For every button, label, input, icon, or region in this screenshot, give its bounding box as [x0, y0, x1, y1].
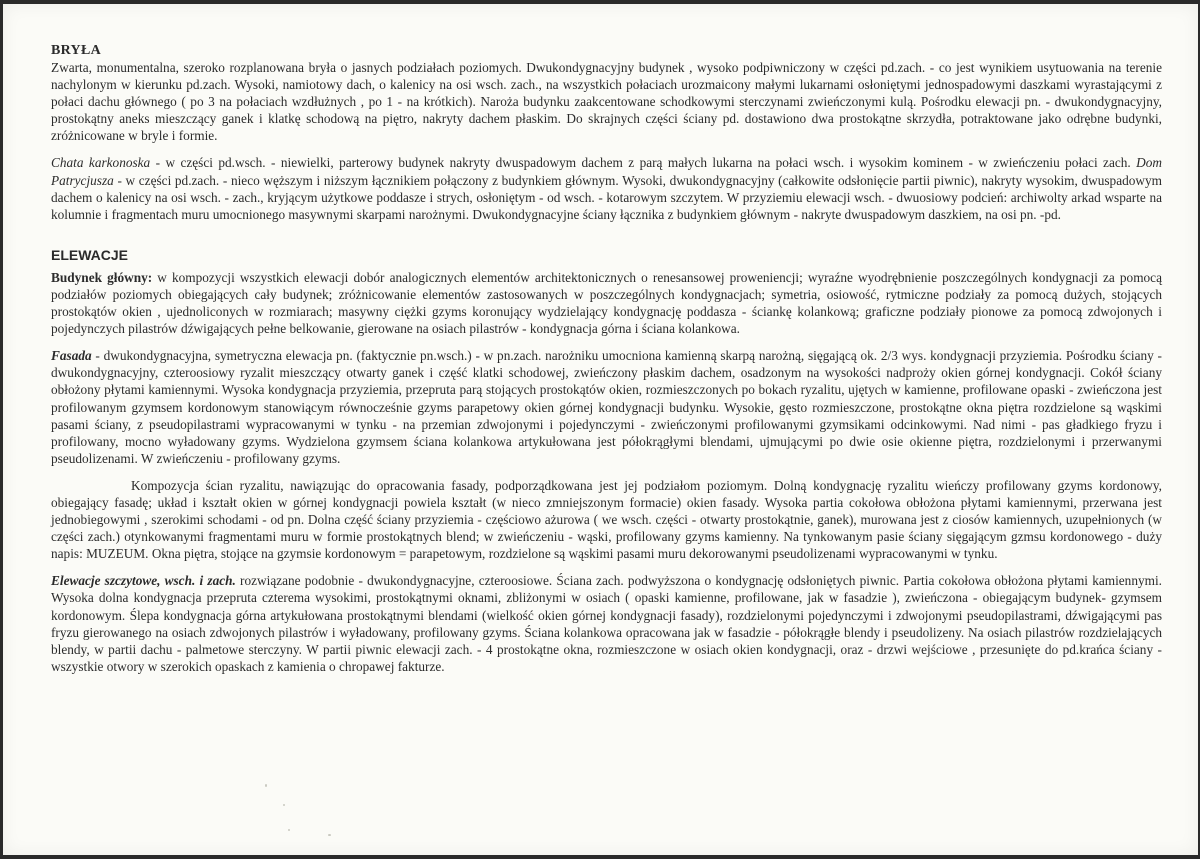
- text-budynek-glowny: w kompozycji wszystkich elewacji dobór analogicznych elementów architektonicznych o renesansowej proweniencji; wyraźne wyodrębnienie poszczególnych kondygnacji za pomocą podziałów poziomych obiegających cały budynek; zróżnicowanie elementów zastosowanych w poszczególnych kondygnacjach; symetria, osiowość, rytmiczne podziały za pomocą dużych, stojących prostokątów okien , ujednoliconych w rozmiarach; masywny ciężki gzyms koronujący wydzielający kondygnację poddasza - ściankę kolankową; graficzne podziały pionowe za pomocą zdwojonych i pojedynczych pilastrów dźwigających pełne belkowanie, gierowane na osiach pilastrów - kondygnacja górna i ściana kolankowa.: [51, 269, 1162, 337]
- paragraph-ryzalit: Kompozycja ścian ryzalitu, nawiązując do opracowania fasady, podporządkowana jest jej podziałom poziomym. Dolną kondygnację ryzalitu wieńczy profilowany gzyms kordonowy, obiegający fasadę; układ i kształt okien w górnej kondygnacji powiela kształt (w nieco zmniejszonym formacie) okien fasady. Wysoka partia cokołowa obłożona płytami kamiennymi, przerwana jest jednobiegowymi , szerokimi schodami - od pn. Dolna część ściany przyziemia - częściowo ażurowa ( we wsch. części - otwarty prostokątnie, ganek), murowana jest z ciosów kamiennych, uzupełnionych (w części zach.) otynkowanymi fragmentami muru w formie prostokątnych blend; w zwieńczeniu - wąski, profilowany gzyms kamienny. Na tynkowanym pasie ściany sięgającym gzmsu kordonowego - duży napis: MUZEUM. Okna piętra, stojące na gzymsie kordonowym = parapetowym, rozdzielone są wąskimi pasami muru dekorowanymi pseudolizenami wypracowanymi w tynku.: [51, 477, 1162, 562]
- text-fasada: - dwukondygnacyjna, symetryczna elewacja pn. (faktycznie pn.wsch.) - w pn.zach. narożniku umocniona kamienną skarpą narożną, sięgającą ok. 2/3 wys. kondygnacji przyziemia. Pośrodku ściany - dwukondygnacyjny, czteroosiowy ryzalit mieszczący otwarty ganek i część klatki schodowej, zwieńczony płaskim dachem, osadzonym na wysokości nadproży okien górnej kondygnacji. Cokół ściany obłożony płytami kamiennymi. Wysoka kondygnacja przyziemia, przepruta parą stojących prostokątów okien, rozmieszczonych po bokach ryzalitu, ujętych w kamienne, profilowane opaski - zwieńczona jest profilowanym gzymsem kordonowym stanowiącym równocześnie gzyms parapetowy okien górnej kondygnacji budynku. Wysokie, gęsto rozmieszczone, prostokątne okna piętra rozdzielone są wąskimi pasami ściany, z pseudopilastrami wypracowanymi w tynku - na przemian zdwojonymi i pojedynczymi - zwieńczonymi profilowanymi gzymsikami odcinkowymi. Nad nimi - pas gładkiego fryzu i profilowany, mocno wyładowany gzyms. Wydzielona gzymsem ściana kolankowa artykułowana jest półokrągłymi blendami, ujmującymi po dwie osie okienne piętra, rozdzielonymi i przerwanymi pseudolizenami. W zwieńczeniu - profilowany gzyms.: [51, 348, 1162, 466]
- section-heading-elewacje: ELEWACJE: [51, 246, 129, 263]
- scan-speck: [328, 834, 331, 836]
- paragraph-wings: [51, 154, 1162, 222]
- paragraph-bryla-intro: Zwarta, monumentalna, szeroko rozplanowana bryła o jasnych podziałach poziomych. Dwukondygnacyjny budynek , wysoko podpiwniczony w części pd.zach. - co jest wynikiem usytuowania na terenie nachylonym w kierunku pd.zach. Wysoki, namiotowy dach, o kalenicy na osi wsch. zach., na wszystkich połaciach urozmaicony małymi lukarnami osłoniętymi jednospadowymi daszkami wyrastającymi z połaci dachu głównego ( po 3 na połaciach wzdłużnych , po 1 - na krótkich). Naroża budynku zaakcentowane schodkowymi sterczynami zwieńczonymi kulą. Pośrodku elewacji pn. - dwukondygnacyjny, prostokątny aneks mieszczący ganek i klatkę schodową na piętro, nakryty dachem płaskim. Do skrajnych części ściany pd. dostawiono dwa prostokątne skrzydła, potraktowane jako odrębne budynki, zróżnicowane w bryle i formie.: [51, 60, 1162, 144]
- document-body: [51, 42, 1162, 675]
- paragraph-fasada: [51, 347, 1162, 467]
- term-chata-karkonoska: Chata karkonoska: [51, 155, 151, 171]
- scan-speck: [283, 804, 285, 806]
- scan-speck: [265, 784, 267, 787]
- text-elewacje-szczytowe: rozwiązane podobnie - dwukondygnacyjne, czteroosiowe. Ściana zach. podwyższona o kondygnację odsłoniętych piwnic. Partia cokołowa obłożona płytami kamiennymi. Wysoka dolna kondygnacja przepruta czterema wysokimi, prostokątnymi oknami, zbliżonymi w osiach ( opaski kamienne, profilowane, jak w fasadzie ), zwieńczona - obiegającym budynek- gzymsem kordonowym. Ślepa kondygnacja górna artykułowana prostokątnymi blendami (wielkość okien górnej kondygnacji fasady), rozdzielonymi pojedynczymi i zdwojonymi pseudopilastrami, dźwigającymi pas fryzu gierowanego na osiach zdwojonych pilastrów i wyładowany, profilowany gzyms. Ściana kolankowa opracowana jak w fasadzie - półokrągłe blendy i pseudolizeny. Na osiach pilastrów rozdzielających blendy, w partii dachu - palmetowe sterczyny. W partii piwnic elewacji zach. - 4 prostokątne okna, rozmieszczone w osiach okien kondygnacji, oraz - drzwi wejściowe , przesunięte do pd.krańca ściany - wszystkie otwory w szerokich opaskach z kamienia o chropawej fakturze.: [51, 573, 1162, 674]
- paragraph-budynek-glowny: [51, 269, 1162, 337]
- term-budynek-glowny: Budynek główny:: [51, 269, 153, 285]
- term-elewacje-szczytowe: Elewacje szczytowe, wsch. i zach.: [51, 573, 236, 589]
- section-heading-bryla: BRYŁA: [51, 43, 102, 58]
- scanned-page: [3, 4, 1198, 855]
- term-dom-patrycjusza: Dom Patrycjusza: [51, 155, 1162, 188]
- text-chata-karkonoska: - w części pd.wsch. - niewielki, parterowy budynek nakryty dwuspadowym dachem z parą małych lukarna na połaci wsch. i wysokim kominem - w zwieńczeniu połaci zach.: [150, 155, 1137, 171]
- text-dom-patrycjusza: - w części pd.zach. - nieco węższym i niższym łącznikiem połączony z budynkiem głównym. Wysoki, dwukondygnacyjny (całkowite odsłonięcie partii piwnic), nakryty wysokim, dwuspadowym dachem o kalenicy na osi wsch. - zach., kryjącym użytkowe poddasze i strych, osłoniętym - od wsch. - kotarowym szczytem. W przyziemiu elewacji wsch. - dwuosiowy podcień: archiwolty arkad wsparte na kolumnie i fragmentach muru umocnionego masywnymi skarpami narożnymi. Dwukondygnacyjne ściany łącznika z budynkiem głównym - nakryte dwuspadowym daszkiem, na osi pn. -pd.: [51, 172, 1162, 222]
- term-fasada: Fasada: [51, 348, 92, 364]
- scan-speck: [288, 829, 290, 831]
- paragraph-elewacje-szczytowe: [51, 572, 1162, 675]
